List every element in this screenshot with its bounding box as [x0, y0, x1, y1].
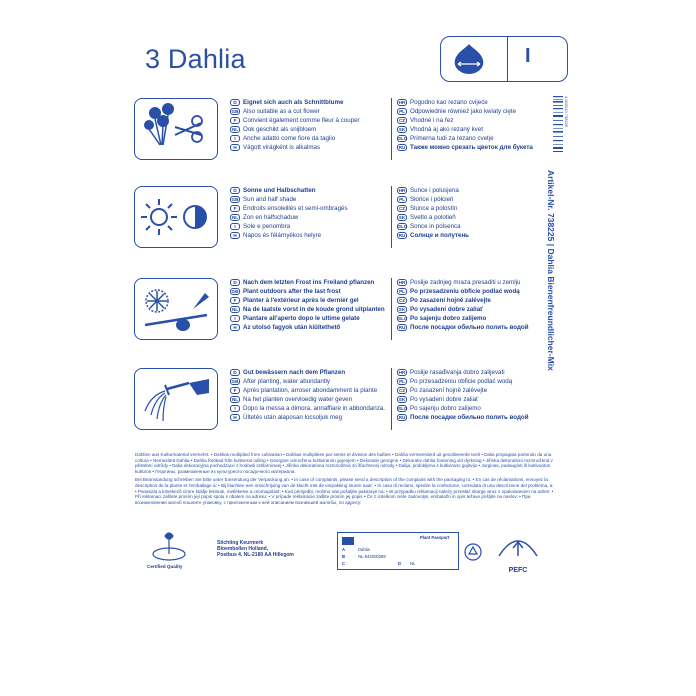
footer-logos	[135, 528, 555, 572]
watering-can-icon	[134, 368, 218, 430]
class-tag	[440, 36, 568, 82]
column-divider	[391, 278, 392, 340]
lang-row: NL Zon en halfschaduw	[231, 214, 299, 221]
sun-half-shade-icon	[134, 186, 218, 248]
lang-row: SK Svetlo a polotieň	[398, 214, 456, 221]
planting-after-frost-icon	[134, 278, 218, 340]
right-language-column	[397, 368, 557, 422]
left-language-column	[230, 98, 380, 152]
left-language-column	[230, 368, 385, 422]
lang-row: GB Plant outdoors after the last frost	[231, 288, 341, 295]
lang-row: HR Pogodno kao rezano cvijeće	[398, 99, 488, 106]
lang-row: GB Sun and half shade	[231, 196, 297, 203]
eu-flag-icon	[342, 537, 354, 545]
lang-row: RU После посадки обильно полить водой	[398, 324, 529, 331]
lang-row: I Sole e penombra	[230, 222, 380, 231]
right-language-column	[397, 98, 557, 152]
stichting-address: Stichting Keurmerk Bloembollen Holland, Postbus 4, NL-2180 AA Hillegom	[217, 540, 294, 558]
lang-row: HR Poslije zadnjeg mraza presaditi u zemlju	[398, 279, 521, 286]
section-watering	[134, 368, 554, 440]
lang-row: F Après plantation, arroser abondamment la plante	[230, 386, 380, 395]
lang-row: GB After planting, water abundantly	[231, 378, 331, 385]
lang-row: CZ Slunce a polostín	[398, 205, 458, 212]
cut-flower-icon	[134, 98, 218, 160]
lang-row: CZ Po zasazení hojně zalévejte	[398, 387, 488, 394]
lang-row: I Anche adatto come fiore da taglio	[230, 134, 380, 143]
lang-row: NL Na de laatste vorst in de koude grond uitplanten	[231, 306, 385, 313]
lang-row: SLO Po sajenju dobro zalijemo	[398, 315, 487, 322]
right-language-column	[397, 278, 557, 332]
lang-row: SK Po vysadení dobre zaliať	[398, 306, 484, 313]
lang-row: SK Vhodná aj ako rezaný kvet	[398, 126, 483, 133]
page-title: 3 Dahlia	[145, 44, 246, 74]
lang-row: H Az utolsó fagyok után kiültethető	[230, 323, 380, 332]
lang-row: F Planter à l'extérieur après le dernier gel	[230, 296, 380, 305]
lang-row: I Piantare all'aperto dopo le ultime gelate	[230, 314, 380, 323]
lang-row: NL Na het planten overvloedig water geven	[231, 396, 353, 403]
column-divider	[391, 368, 392, 430]
lang-row: D Nach dem letzten Frost ins Freiland pflanzen	[230, 278, 380, 287]
barcode-icon	[553, 96, 563, 152]
section-sun-shade	[134, 186, 554, 258]
lang-row: D Sonne und Halbschatten	[230, 186, 380, 195]
lang-row: PL Po przesadzeniu obficie podlać wodą	[397, 377, 557, 386]
lang-row: H Ültetés után alaposan locsoljuk meg	[230, 413, 380, 422]
column-divider	[391, 98, 392, 160]
lang-row: PL Po przesadzeniu obficie podlać wodą	[397, 287, 557, 296]
lang-row: RU После посадки обильно полить водой	[398, 414, 529, 421]
column-divider	[391, 186, 392, 248]
section-planting	[134, 278, 554, 350]
lang-row: D Gut bewässern nach dem Pflanzen	[230, 368, 380, 377]
lang-row: PL Odpowiednie również jako kwiaty cięte	[397, 107, 557, 116]
origin-note: Dahlien aus Kulturmaterial vermehrt. • Dahlias multiplied from cultivation • Dahlias multipliées par semis et division des bulbes • Dahlia vermeerderd uit gecultiveerde teelt • Dalia propagata partendo da una coltura • Nemesített Dahlia • Dahlia förökad från kultiverat odling • Georgine umnožena kultiviranim gojenjem • Dekorativ georgine • Dekorativ dahlia forøvning vid dyrkning • Jiřinka dekorativní rozmnožená z pěstební odrůdy • Dalia dekoracyjna pochodzące z hodowli szklarniowej • Jiřinka dekoratívna rozmnožená zo šľachtenej odrody • Dalija, pridobljena s kultivirano gojitvijo • Jurginas, padauginti iš kultivuotos kultūros • Георгины, размноженные из культурного посадочного материала.	[135, 452, 553, 474]
tag-divider	[507, 37, 508, 81]
lang-row: SLO Primerna tudi za rezano cvetje	[398, 135, 494, 142]
tulip-seal-icon	[147, 528, 191, 562]
lang-row: SLO Po sajenju dobro zalijemo	[398, 405, 481, 412]
footer-text	[135, 452, 555, 508]
lang-row: RU Также можно срезать цветок для букета	[398, 144, 533, 151]
lang-row: RU Солнце и полутень	[398, 232, 469, 239]
lang-row: GB Also suitable as a cut flower	[231, 108, 320, 115]
lang-row: F Convient également comme fleur à couper	[230, 116, 380, 125]
lang-row: HR Poslije rasađivanja dobro zalijevati	[398, 369, 505, 376]
right-language-column	[397, 186, 557, 240]
lang-row: SLO Sonce in polsenca	[398, 223, 461, 230]
section-cut-flower	[134, 98, 554, 170]
pefc-logo: PEFC	[493, 532, 543, 572]
tree-icon	[493, 532, 543, 562]
article-number-vertical: Artikel-Nr. 738225 | Dahlia Bienenfreundlicher-Mix	[546, 170, 556, 371]
lang-row: HR Sunce i polusjena	[398, 187, 459, 194]
bulb-icon	[449, 42, 489, 76]
barcode-digits: 4 000010 738225	[564, 96, 569, 128]
lang-row: D Eignet sich auch als Schnittblume	[230, 98, 380, 107]
plant-passport: Plant Passport A Dahlia B NL-944000289 C D NL	[337, 532, 459, 570]
left-language-column	[230, 186, 380, 240]
lang-row: NL Ook geschikt als snijbloem	[231, 126, 317, 133]
recycle-icon	[463, 542, 483, 562]
lang-row: CZ Po zasazení hojně zalévejte	[398, 297, 491, 304]
lang-row: F Endroits ensoleillés et semi-ombragés	[230, 204, 380, 213]
lang-row: H Vágott virágként is alkalmas	[230, 143, 380, 152]
lang-row: I Dopo la messa a dimora, annaffiare in abbondanza.	[230, 404, 380, 413]
complaint-note: Bei Beanstandung schreiben Sie bitte unter Einsendung der Verpackung an: • In case of complaints, please send a description of the complaint with the packaging to: • En cas de réclamations, envoyez la description de la plante et l'emballage à: • Bij klachten een omschrijving van de klacht met de verpakking sturen naar: • In caso di reclami, spedire la confezione, corredata di una descrizione del problema, a: • Panaszát a kövekező címre küldje lekiinak, mellékelve a csomagolást: • Kod primjedbi, molimo Vas pošaljite pakiranje na: • W przypadku reklamacji należy przesłać skargę wraz z opakowaniem na adres: • Při reklamaci zašlete prosím její popis spolu s obalem na adresu: • V prípade reklamácie zašlite prosím jej popis • Če z izdelkom niste zadovoljni, embalažo in opis težave pošljite na naslov: • При возникновении жалоб пошлите упаковку, с приложенным к ней описанием возникшей жалобы, по адресу:	[135, 477, 554, 505]
lang-row: SK Po vysadení dobre zaliať	[398, 396, 479, 403]
lang-row: H Napos és félárnyékos helyre	[230, 231, 380, 240]
class-label: I	[525, 45, 531, 67]
lang-row: CZ Vhodné i na řez	[398, 117, 454, 124]
left-language-column	[230, 278, 385, 332]
certified-quality-logo: Certified Quality	[147, 528, 191, 572]
lang-row: PL Słońce i półcień	[397, 195, 557, 204]
